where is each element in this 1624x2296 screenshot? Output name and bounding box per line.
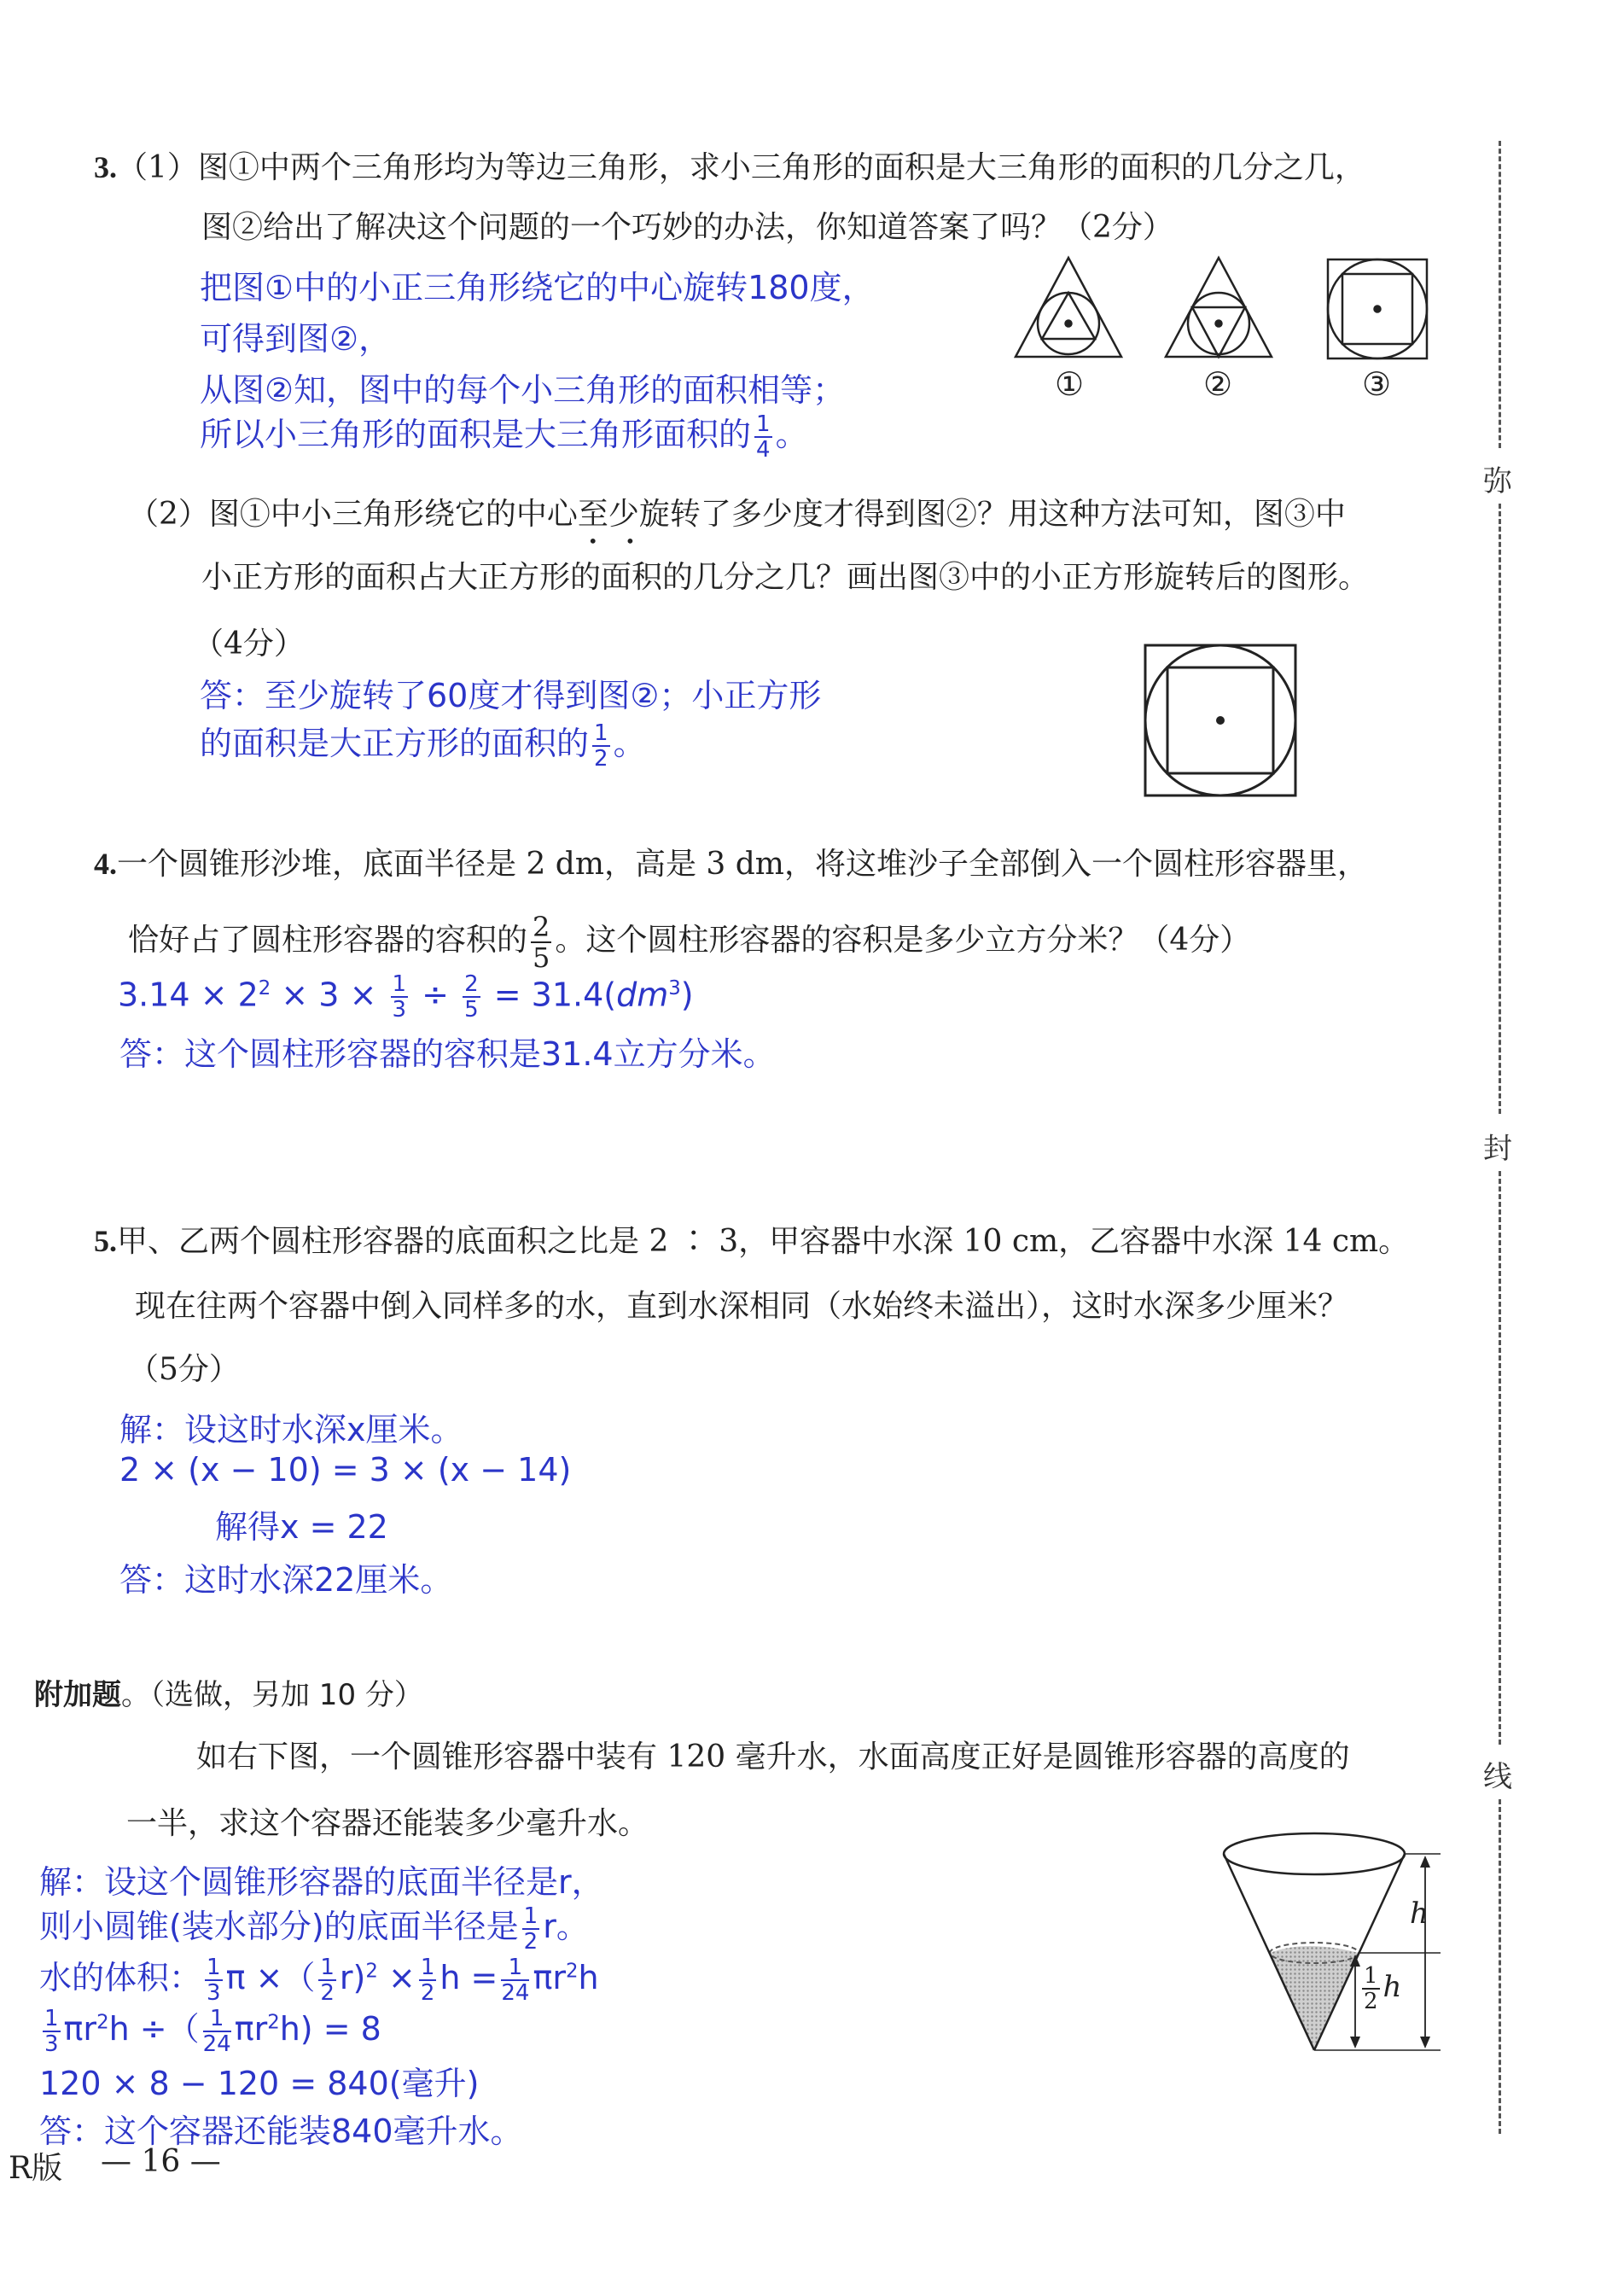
fraction-one-half: $\frac{1}{2}$: [594, 720, 608, 772]
q3-answer1-line3: 从图②知，图中的每个小三角形的面积相等；: [200, 371, 846, 409]
cone-label-h: h: [1410, 1897, 1429, 1931]
q3-part2-points: （4分）: [193, 626, 305, 661]
seal-char-3: 线: [1483, 1760, 1512, 1794]
figure-2-rotated-triangles: [1166, 258, 1272, 357]
seal-line-segment-4: [1499, 1799, 1501, 2134]
seal-line-segment-3: [1499, 1171, 1501, 1745]
water-fill: [1270, 1946, 1359, 2050]
q5-answer-solution: 解得x = 22: [215, 1508, 388, 1546]
fraction-one-quarter: $\frac{1}{4}$: [756, 411, 771, 463]
q4-answer: 答：这个圆柱形容器的容积是31.4立方分米。: [119, 1035, 776, 1073]
figure-1-triangles: [1016, 258, 1121, 357]
bonus-line2: 一半，求这个容器还能装多少毫升水。: [126, 1806, 649, 1841]
q4-number: 4.: [94, 847, 117, 881]
q4-calculation: $3.14 \times 2^2 \times 3$ × $\frac{1}{3}$ ÷ $\frac{2}{5}$ = $31.4(dm^3)$: [118, 971, 694, 1023]
bonus-answer-line1: 解：设这个圆锥形容器的底面半径是r，: [39, 1863, 604, 1901]
q3-answer2-line1: 答：至少旋转了60度才得到图②；小正方形: [200, 677, 822, 714]
q3-part2-line1: （2）图①中小三角形绕它的中心至少 • • 旋转了多少度才得到图②？用这种方法可知，图③中: [128, 497, 1346, 551]
seal-line-segment-1: [1499, 141, 1501, 448]
q3-answer1-line1: 把图①中的小正三角形绕它的中心旋转180度，: [200, 269, 875, 306]
q3-answer1-line2: 可得到图②，: [200, 320, 392, 358]
bonus-title: 附加题: [34, 1678, 121, 1712]
q3-answer1-line4: 所以小三角形的面积是大三角形面积的 $\frac{1}{4}$ 。: [200, 411, 808, 463]
q3-answer-figure: [1142, 642, 1299, 799]
q3-line2: 图②给出了解决这个问题的一个巧妙的办法，你知道答案了吗？（2分）: [201, 210, 1173, 245]
footer-edition: R版: [9, 2151, 63, 2186]
seal-line-segment-2: [1499, 504, 1501, 1114]
q3-number: 3.: [94, 150, 117, 184]
figure-label-2: ②: [1203, 365, 1233, 403]
cone-figure: [1212, 1818, 1451, 2066]
q5-line2: 现在往两个容器中倒入同样多的水，直到水深相同（水始终未溢出），这时水深多少厘米？: [135, 1289, 1349, 1324]
seal-char-2: 封: [1483, 1132, 1512, 1166]
q4-line1: 4.一个圆锥形沙堆，底面半径是 2 dm，高是 3 dm，将这堆沙子全部倒入一个圆柱形容器里，: [94, 847, 1368, 882]
bonus-answer-line4: $\frac{1}{3}$ $\pi r^2h$ ÷（ $\frac{1}{24}$ $\pi r^2h) = 8$: [44, 2005, 381, 2057]
cone-label-half-h: $\frac{1}{2}$ h: [1364, 1963, 1402, 2014]
q4-line2: 恰好占了圆柱形容器的容积的 $\frac{2}{5}$ 。这个圆柱形容器的容积是多少立方分米？（4分）: [128, 911, 1251, 974]
figure-label-3: ③: [1362, 365, 1392, 403]
bonus-answer-line2: 则小圆锥(装水部分)的底面半径是 $\frac{1}{2}$ r。: [39, 1903, 589, 1955]
q5-points: （5分）: [128, 1352, 240, 1387]
q5-answer-equation: 2 × (x − 10) = 3 × (x − 14): [119, 1451, 572, 1489]
emphasis-at-least: 至少 • •: [577, 497, 639, 551]
bonus-answer-line3: 水的体积： $\frac{1}{3}$ π ×（ $\frac{1}{2}$ r)$^2$ × $\frac{1}{2}$ h = $\frac{1}{24}$ $\pi r^2h$: [39, 1954, 599, 2006]
q3-answer2-line2: 的面积是大正方形的面积的 $\frac{1}{2}$ 。: [200, 720, 646, 772]
bonus-note: 。（选做，另加 10 分）: [121, 1678, 423, 1712]
figure-label-1: ①: [1055, 365, 1085, 403]
bonus-heading: [34, 1671, 423, 1713]
bonus-line1: 如右下图，一个圆锥形容器中装有 120 毫升水，水面高度正好是圆锥形容器的高度的: [196, 1739, 1350, 1774]
q3-part2-line2: 小正方形的面积占大正方形的面积的几分之几？画出图③中的小正方形旋转后的图形。: [201, 560, 1370, 595]
page-number: — 16 —: [101, 2144, 221, 2179]
q5-line1: 5.甲、乙两个圆柱形容器的底面积之比是 2 ∶ 3，甲容器中水深 10 cm，乙容器中水深 14 cm。: [94, 1224, 1410, 1259]
q5-answer-line1: 解：设这时水深x厘米。: [119, 1411, 463, 1448]
q5-answer-final: 答：这时水深22厘米。: [119, 1561, 453, 1599]
q5-number: 5.: [94, 1224, 117, 1258]
q3-line1: [94, 143, 1365, 187]
q3-part1-text: （1）图①中两个三角形均为等边三角形，求小三角形的面积是大三角形的面积的几分之几，: [117, 150, 1365, 185]
bonus-answer-line6: 答：这个容器还能装840毫升水。: [39, 2112, 523, 2150]
seal-char-1: 弥: [1483, 464, 1512, 498]
cone-top: [1224, 1833, 1405, 1874]
figure-3-squares: [1328, 259, 1427, 358]
fraction-two-fifths: $\frac{2}{5}$: [533, 911, 550, 974]
bonus-answer-line5: 120 × 8 − 120 = 840(毫升): [39, 2065, 480, 2102]
